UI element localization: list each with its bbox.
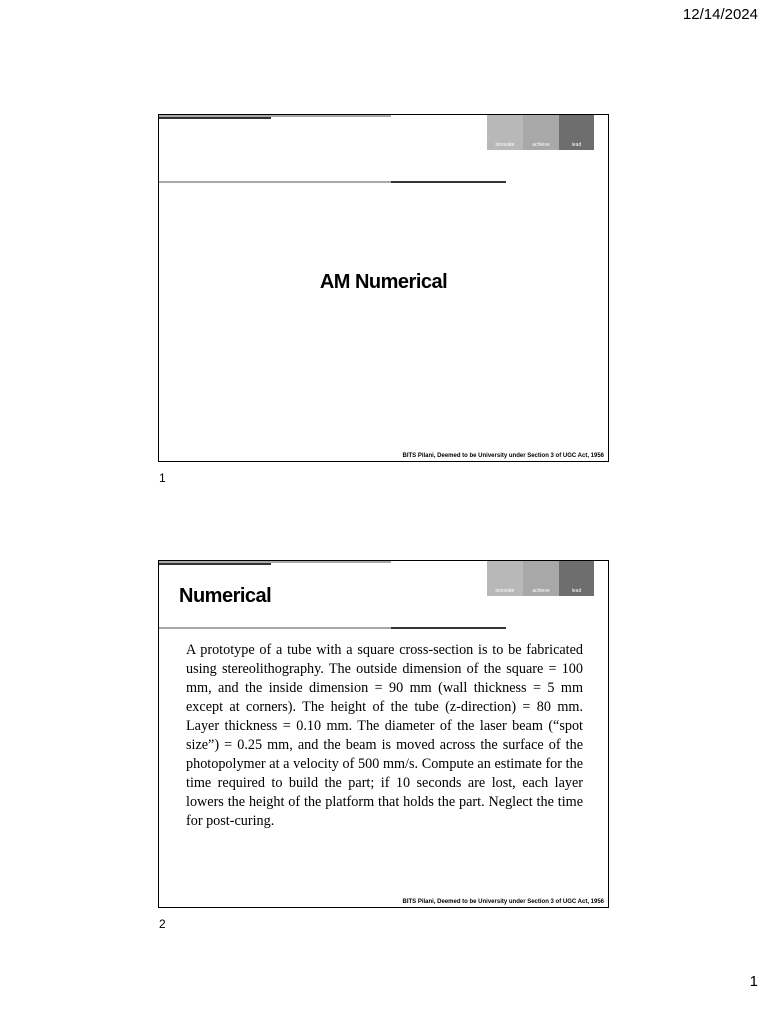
- footer-divider-dark: [159, 117, 271, 119]
- slide-1: [158, 114, 609, 462]
- page-number: 1: [749, 973, 758, 990]
- header-divider-light: [159, 627, 391, 629]
- header-divider-dark: [391, 181, 506, 183]
- banner-label-lead: lead: [571, 588, 582, 594]
- header-divider-dark: [391, 627, 506, 629]
- slide-title: AM Numerical: [319, 271, 448, 293]
- banner-label-innovate: innovate: [495, 142, 515, 148]
- header-divider-light: [159, 181, 391, 183]
- slide-footer: BITS Pilani, Deemed to be University under Section 3 of UGC Act, 1956: [402, 453, 604, 459]
- slide-title: Numerical: [179, 585, 272, 607]
- banner-label-achieve: achieve: [532, 142, 550, 148]
- banner-label-achieve: achieve: [532, 588, 550, 594]
- page-date: 12/14/2024: [682, 6, 758, 23]
- slide-number: 2: [159, 917, 166, 931]
- slide-2: [158, 560, 609, 908]
- slide-number: 1: [159, 471, 166, 485]
- university-banner-logo: [487, 561, 594, 596]
- banner-label-lead: lead: [571, 142, 582, 148]
- problem-statement: A prototype of a tube with a square cross-section is to be fabricated using stereolithography. The outside dimension of the square = 100 mm, and the inside dimension = 90 mm (wall thickness = 5 mm except at corners). The height of the tube (z-direction) = 80 mm. Layer thickness = 0.10 mm. The diameter of the laser beam (“spot size”) = 0.25 mm, and the beam is moved across the surface of the photopolymer at a velocity of 500 mm/s. Compute an estimate for the time required to build the part; if 10 seconds are lost, each layer lowers the height of the platform that holds the part. Neglect the time for post-curing.: [186, 642, 583, 829]
- footer-divider-dark: [159, 563, 271, 565]
- university-banner-logo: [487, 115, 594, 150]
- banner-label-innovate: innovate: [495, 588, 515, 594]
- slide-footer: BITS Pilani, Deemed to be University under Section 3 of UGC Act, 1956: [402, 899, 604, 905]
